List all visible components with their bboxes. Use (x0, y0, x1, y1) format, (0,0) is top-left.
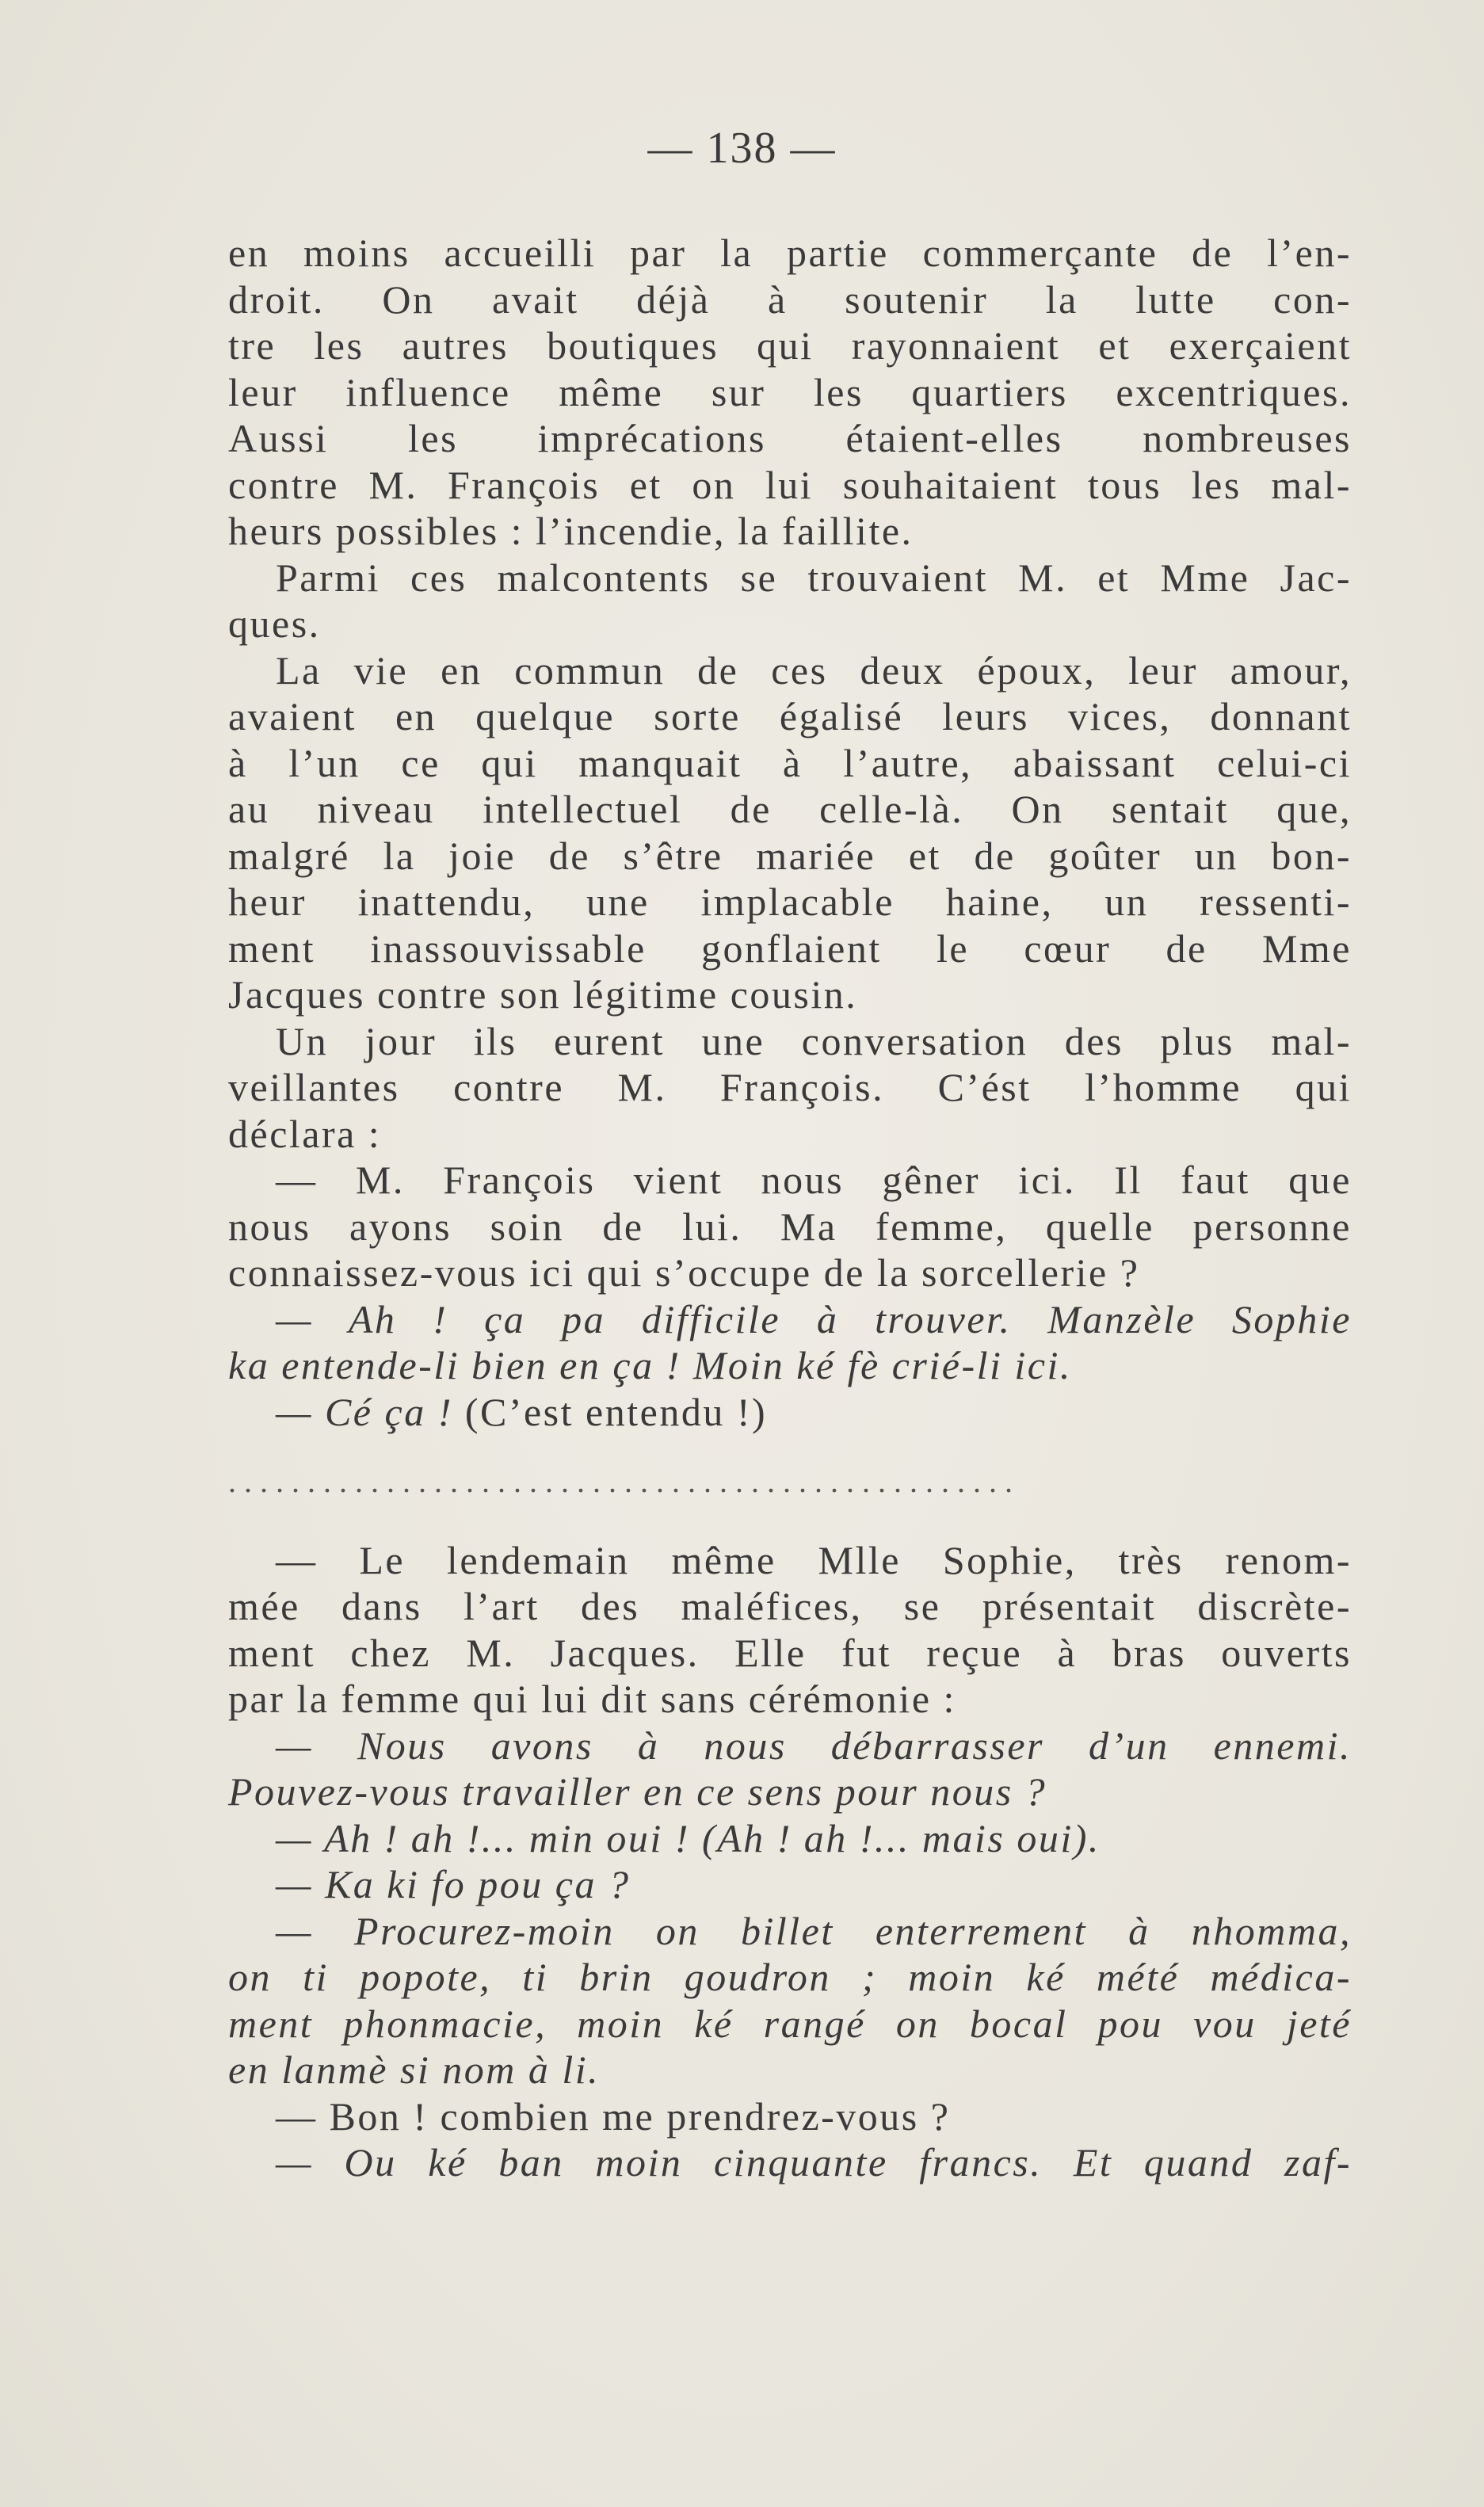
text-line: — Nous avons à nous débarrasser d’un ennemi. (276, 1723, 1352, 1768)
text-line: — Le lendemain même Mlle Sophie, très renom- (276, 1537, 1352, 1582)
text-line: à l’un ce qui manquait à l’autre, abaissant celui-ci (228, 740, 1352, 785)
text-line: — Ka ki fo pou ça ? (276, 1862, 631, 1906)
text-line: — Ah ! ah !... min oui ! (Ah ! ah !... mais oui). (276, 1815, 1101, 1860)
text-line: — Ou ké ban moin cinquante francs. Et quand zaf- (276, 2140, 1352, 2185)
text-line: Jacques contre son légitime cousin. (228, 972, 858, 1017)
creole-reply: — Cé ça ! (276, 1389, 453, 1434)
text-line (228, 1389, 1352, 1436)
text-line: heurs possibles : l’incendie, la faillite. (228, 509, 914, 553)
text-line: contre M. François et on lui souhaitaient tous les mal- (228, 462, 1352, 507)
text-line: Aussi les imprécations étaient-elles nombreuses (228, 416, 1352, 460)
text-line: Parmi ces malcontents se trouvaient M. et Mme Jac- (276, 555, 1352, 600)
text-line: La vie en commun de ces deux époux, leur amour, (276, 647, 1352, 693)
text-line: ment chez M. Jacques. Elle fut reçue à bras ouverts (228, 1630, 1352, 1675)
text-line: en lanmè si nom à li. (228, 2047, 601, 2092)
text-line: déclara : (228, 1111, 382, 1156)
text-line: leur influence même sur les quartiers excentriques. (228, 369, 1352, 414)
text-line: en moins accueilli par la partie commerçante de l’en- (228, 231, 1352, 275)
text-line: Pouvez-vous travailler en ce sens pour nous ? (228, 1769, 1047, 1814)
page-number: — 138 — (647, 124, 837, 173)
text-line: — Ah ! ça pa difficile à trouver. Manzèle Sophie (276, 1296, 1352, 1341)
text-line: — Bon ! combien me prendrez-vous ? (276, 2093, 951, 2139)
text-line: on ti popote, ti brin goudron ; moin ké mété médica- (228, 1955, 1352, 1999)
text-line: par la femme qui lui dit sans cérémonie : (228, 1677, 956, 1721)
text-line: veillantes contre M. François. C’ést l’homme qui (228, 1065, 1352, 1109)
translation: (C’est entendu !) (464, 1389, 768, 1434)
text-line: mée dans l’art des maléfices, se présentait discrète- (228, 1584, 1352, 1628)
text-line: malgré la joie de s’être mariée et de goûter un bon- (228, 833, 1352, 878)
text-line: ka entende-li bien en ça ! Moin ké fè crié-li ici. (228, 1343, 1072, 1387)
text-line: — Procurez-moin on billet enterrement à nhomma, (276, 1908, 1352, 1953)
text-line: avaient en quelque sorte égalisé leurs vices, donnant (228, 694, 1352, 738)
text-line: ment phonmacie, moin ké rangé on bocal pou vou jeté (228, 2001, 1352, 2046)
text-line: ment inassouvissable gonflaient le cœur de Mme (228, 925, 1352, 971)
text-line: au niveau intellectuel de celle-là. On sentait que, (228, 787, 1352, 831)
text-line: connaissez-vous ici qui s’occupe de la sorcellerie ? (228, 1250, 1140, 1295)
text-line: ques. (228, 601, 321, 646)
body-text (228, 230, 1352, 2186)
text-line: tre les autres boutiques qui rayonnaient et exerçaient (228, 323, 1352, 368)
text-line: — M. François vient nous gêner ici. Il faut que (276, 1158, 1352, 1202)
text-line: Un jour ils eurent une conversation des plus mal- (276, 1018, 1352, 1063)
text-line: droit. On avait déjà à soutenir la lutte con- (228, 277, 1352, 322)
text-line: nous ayons soin de lui. Ma femme, quelle personne (228, 1204, 1352, 1249)
text-line: heur inattendu, une implacable haine, un ressenti- (228, 880, 1352, 924)
section-separator: . . . . . . . . . . . . . . . . . . . . . . . . . . . . . . . . . . . . . . . . . . . . . . . . . . (228, 1463, 1013, 1499)
